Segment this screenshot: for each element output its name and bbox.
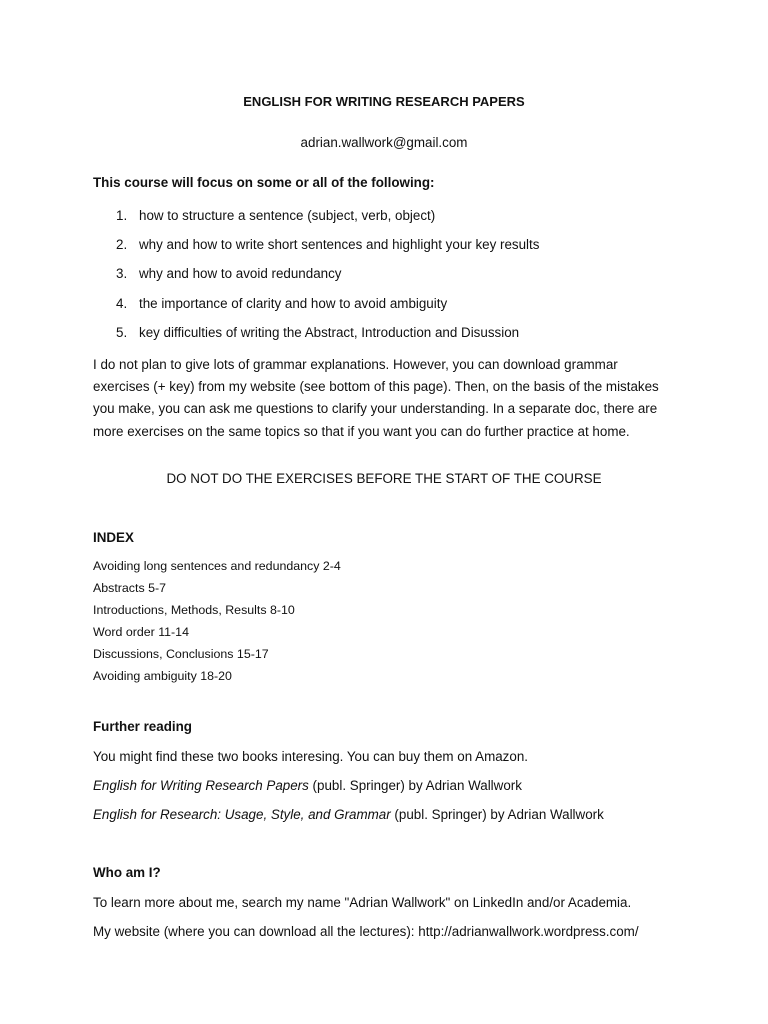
website-line: My website (where you can download all the lectures): http://adrianwallwork.wordpress.com/	[93, 924, 639, 939]
index-list	[93, 559, 341, 692]
list-item: 5. key difficulties of writing the Abstract, Introduction and Disussion	[116, 324, 520, 340]
list-item: 4. the importance of clarity and how to avoid ambiguity	[116, 295, 448, 311]
list-item: 3. why and how to avoid redundancy	[116, 266, 342, 282]
course-focus-list	[93, 208, 539, 354]
book-title: English for Research: Usage, Style, and Grammar	[93, 807, 391, 822]
course-description-paragraph: I do not plan to give lots of grammar explanations. However, you can download grammar exercises (+ key) from my website (see bottom of this page). Then, on the basis of the mistakes you make, you can ask me questions to clarify your understanding. In a separate doc, there are more exercises on the same topics so that if you want you can do further practice at home.	[93, 357, 659, 439]
who-am-i-heading: Who am I?	[93, 865, 161, 880]
index-item: Abstracts 5-7	[93, 581, 166, 596]
list-item: 1. how to structure a sentence (subject, verb, object)	[116, 208, 436, 223]
index-item: Avoiding long sentences and redundancy 2-4	[93, 559, 341, 573]
document-title: ENGLISH FOR WRITING RESEARCH PAPERS	[243, 94, 525, 109]
index-item: Introductions, Methods, Results 8-10	[93, 603, 295, 618]
list-item: 2. why and how to write short sentences and highlight your key results	[116, 237, 540, 253]
index-item: Word order 11-14	[93, 625, 189, 640]
book-title: English for Writing Research Papers	[93, 778, 309, 793]
index-heading: INDEX	[93, 530, 134, 545]
book-reference-2: English for Research: Usage, Style, and Grammar (publ. Springer) by Adrian Wallwork	[93, 807, 604, 822]
exercise-warning: DO NOT DO THE EXERCISES BEFORE THE START OF THE COURSE	[166, 471, 602, 486]
further-reading-heading: Further reading	[93, 719, 192, 734]
course-focus-heading: This course will focus on some or all of the following:	[93, 175, 435, 190]
book-reference-1: English for Writing Research Papers (publ. Springer) by Adrian Wallwork	[93, 778, 522, 793]
index-item: Avoiding ambiguity 18-20	[93, 669, 232, 684]
further-reading-intro: You might find these two books interesing. You can buy them on Amazon.	[93, 749, 528, 764]
index-item: Discussions, Conclusions 15-17	[93, 647, 269, 662]
who-am-i-text: To learn more about me, search my name "Adrian Wallwork" on LinkedIn and/or Academia.	[93, 895, 632, 910]
author-email: adrian.wallwork@gmail.com	[300, 135, 468, 150]
